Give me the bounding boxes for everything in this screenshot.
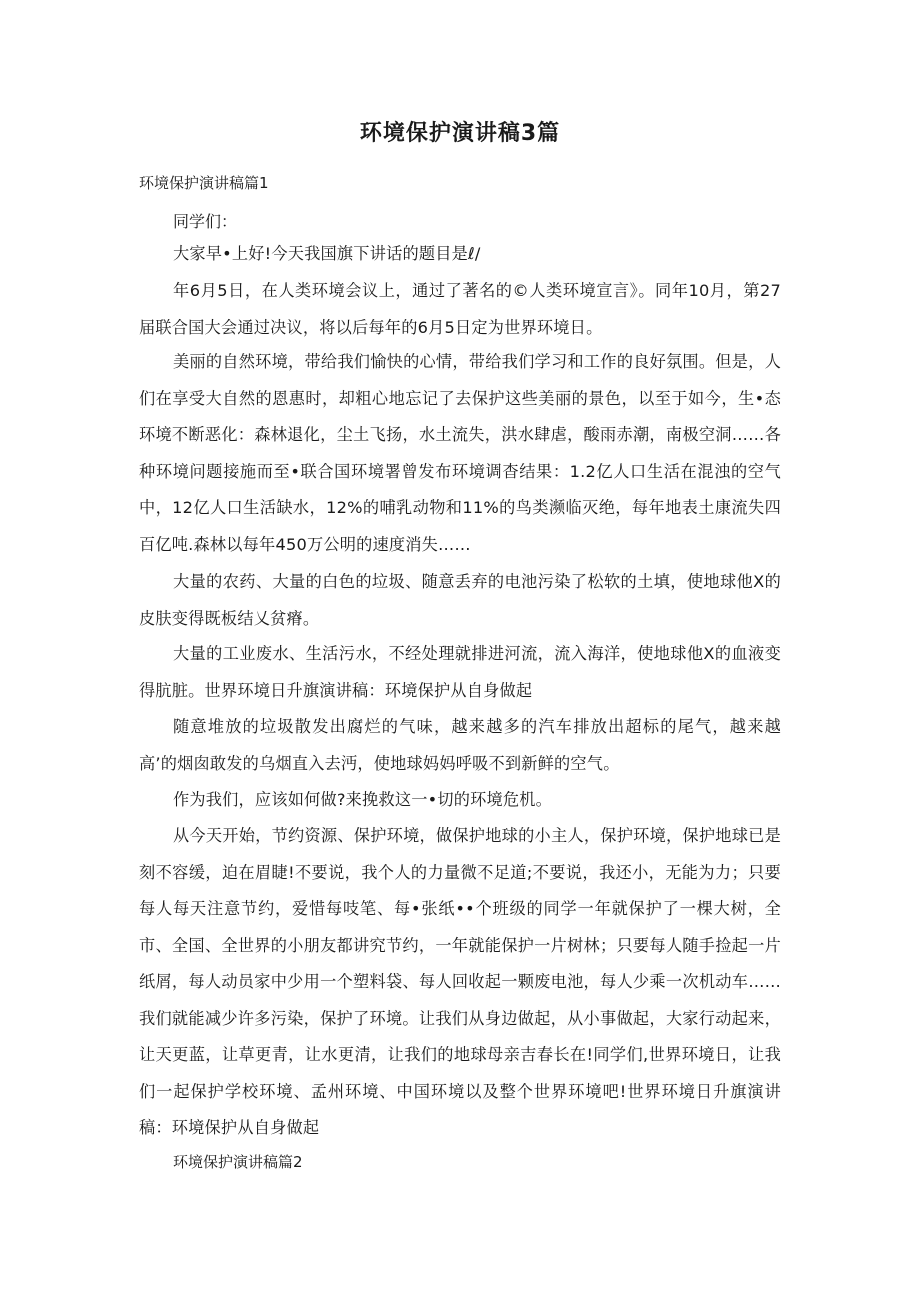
paragraph-2: 年6月5日，在人类环境会议上，通过了著名的©人类环境宣言》。同年10月，第27届联合国大会通过决议，将以后每年的6月5日定为世界环境日。: [139, 281, 781, 337]
paragraph-8: 从今天开始，节约资源、保护环境，做保护地球的小主人，保护环境，保护地球已是刻不容缓，迫在眉睫!不要说，我个人的力量微不足道;不要说，我还小，无能为力；只要每人每天注意节约，爱惜每吱笔、每•张纸••个班级的同学一年就保护了一棵大树，全市、全国、全世界的小朋友都讲究节约，一年就能保护一片树林；只要每人随手捡起一片纸屑，每人动员家中少用一个塑料袋、每人回收起一颗废电池，每人少乘一次机动车……我们就能减少许多污染，保护了环境。让我们从身边做起，从小事做起，大家行动起来，让天更蓝，让草更青，让水更清，让我们的地球母亲吉春长在!同学们,世界环境日，让我们一起保护学校环境、孟州环境、中国环境以及整个世界环境吧!世界环境日升旗演讲稿：环境保护从自身做起: [139, 826, 781, 1137]
section-heading-2: 环境保护演讲稿篇2: [173, 1153, 303, 1171]
paragraph-4: 大量的农药、大量的白色的垃圾、随意丢弃的电池污染了松软的土填，使地球他X的皮肤变得既板结乂贫瘠。: [139, 572, 781, 628]
paragraph-1: 大家早•上好!今天我国旗下讲话的题目是ℓ/: [173, 244, 481, 263]
paragraph-6: 随意堆放的垃圾散发出腐烂的气味，越来越多的汽车排放出超标的尾气，越来越高’的烟囱敢发的乌烟直入去沔，使地球妈妈呼吸不到新鲜的空气。: [139, 717, 781, 773]
greeting: 同学们：: [173, 212, 238, 231]
paragraph-5: 大量的工业废水、生活污水，不经处理就排进河流，流入海洋，使地球他X的血液变得肮脏。世界环境日升旗演讲稿：环境保护从自身做起: [139, 644, 781, 700]
paragraph-3: 美丽的自然环境，带给我们愉快的心情，带给我们学习和工作的良好氛围。但是，人们在享受大自然的恩惠时，却粗心地忘记了去保护这些美丽的景色，以至于如今，生•态环境不断恶化：森林退化，尘土飞扬，水土流失，洪水肆虐，酸雨赤潮，南极空洞……各种环境问题接施而至•联合国环境署曾发布环境调杳结果：1.2亿人口生活在混浊的空气中，12亿人口生活缺水，12%的哺乳动物和11%的鸟类濒临灭绝，每年地表土康流失四百亿吨.森林以每年450万公明的速度消失……: [139, 352, 781, 554]
paragraph-7: 作为我们，应该如何做?来挽救这一•切的环境危机。: [173, 790, 553, 809]
document-title: 环境保护演讲稿3篇: [359, 121, 561, 146]
section-heading-1: 环境保护演讲稿篇1: [139, 174, 269, 192]
